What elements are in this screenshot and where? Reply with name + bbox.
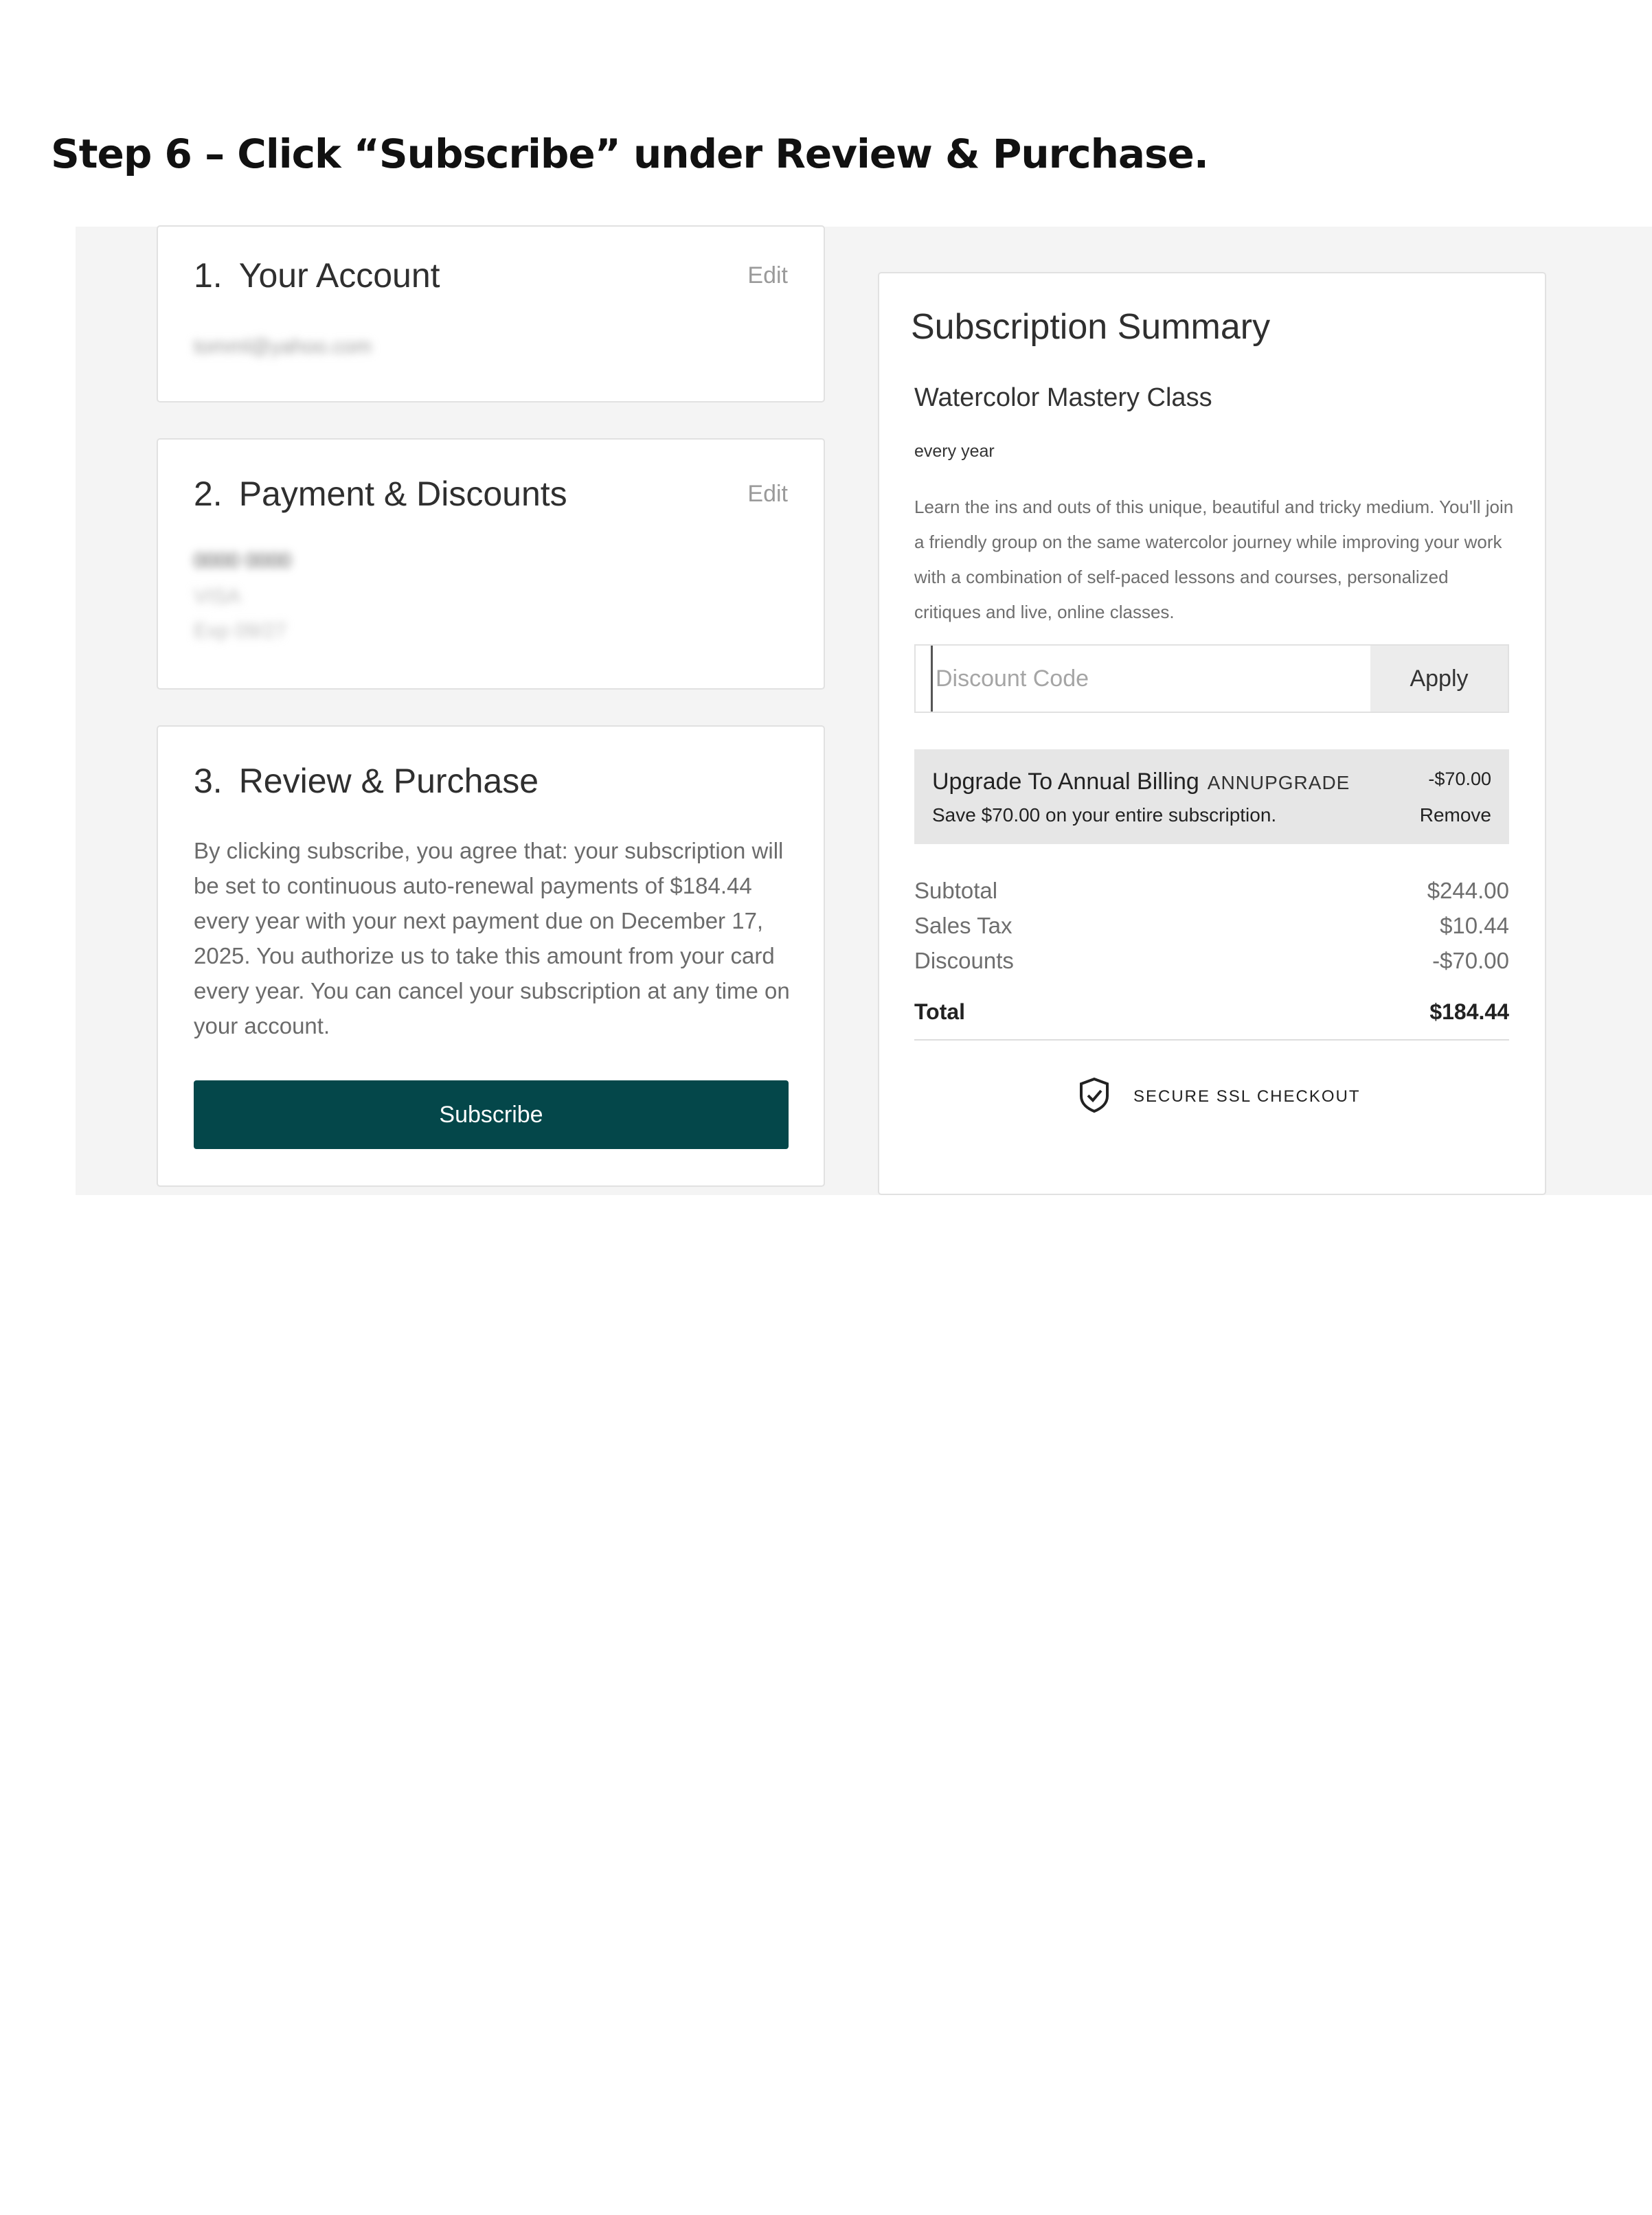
- total-label: Total: [914, 999, 966, 1024]
- apply-discount-button[interactable]: Apply: [1370, 646, 1508, 712]
- review-purchase-card: [157, 725, 825, 1187]
- edit-account-link[interactable]: Edit: [747, 262, 788, 288]
- row-value: -$70.00: [1432, 948, 1509, 973]
- secure-checkout-badge: [1078, 1077, 1361, 1116]
- section-title: Your Account: [238, 256, 440, 295]
- row-label: Subtotal: [914, 878, 998, 903]
- section-title: Review & Purchase: [238, 762, 539, 800]
- subscription-summary-card: [878, 272, 1546, 1195]
- promo-amount: -$70.00: [1428, 769, 1491, 789]
- subscribe-button[interactable]: Subscribe: [194, 1080, 789, 1149]
- payment-card: [157, 438, 825, 690]
- row-label: Discounts: [914, 948, 1014, 973]
- discount-code-input[interactable]: [931, 646, 1384, 712]
- secure-checkout-label: SECURE SSL CHECKOUT: [1133, 1087, 1361, 1106]
- card-number-blurred: 0000 0000: [194, 549, 291, 572]
- step-number: 2.: [194, 475, 223, 513]
- row-label: Sales Tax: [914, 913, 1012, 938]
- discounts-row: [914, 948, 1509, 983]
- promo-description: Save $70.00 on your entire subscription.: [932, 804, 1277, 826]
- total-row: [914, 999, 1509, 1041]
- edit-payment-link[interactable]: Edit: [747, 481, 788, 507]
- promo-name: [932, 769, 1350, 795]
- your-account-card: [157, 225, 825, 402]
- sales-tax-row: [914, 913, 1509, 948]
- card-brand-blurred: VISA: [194, 585, 241, 608]
- account-email-blurred: tomml@yahoo.com: [194, 335, 372, 358]
- shield-check-icon: [1078, 1077, 1110, 1116]
- step-number: 1.: [194, 256, 223, 295]
- subtotal-row: [914, 878, 1509, 913]
- review-heading: [194, 761, 539, 801]
- your-account-heading: [194, 255, 440, 295]
- payment-heading: [194, 474, 567, 514]
- discount-code-form: [914, 644, 1509, 713]
- step-number: 3.: [194, 762, 223, 800]
- remove-promo-link[interactable]: Remove: [1419, 804, 1491, 826]
- applied-promo: [914, 749, 1509, 844]
- row-value: $244.00: [1427, 878, 1509, 903]
- order-totals: [914, 878, 1509, 1041]
- promo-title: Upgrade To Annual Billing: [932, 769, 1199, 795]
- promo-code: ANNUPGRADE: [1207, 772, 1350, 793]
- product-name: Watercolor Mastery Class: [914, 383, 1212, 412]
- card-expiry-blurred: Exp 09/27: [194, 620, 287, 642]
- billing-frequency: every year: [914, 442, 995, 461]
- product-description: Learn the ins and outs of this unique, beautiful and tricky medium. You'll join a friendly group on the same watercolor journey while improving your work with a combination of self-paced lessons and courses, personalized critiques and live, online classes.: [914, 497, 1514, 622]
- row-value: $10.44: [1440, 913, 1509, 938]
- section-title: Payment & Discounts: [238, 475, 567, 513]
- checkout-screenshot: [76, 227, 1652, 1195]
- subscription-agreement-text: By clicking subscribe, you agree that: your subscription will be set to continuous auto-renewal payments of $184.44 every year with your next payment due on December 17, 2025. You authorize us to take this amount from your card every year. You can cancel your subscription at any time on your account.: [194, 838, 790, 1038]
- step-instruction: Step 6 – Click “Subscribe” under Review & Purchase.: [51, 130, 1208, 177]
- total-value: $184.44: [1429, 999, 1509, 1024]
- summary-title: Subscription Summary: [911, 307, 1271, 347]
